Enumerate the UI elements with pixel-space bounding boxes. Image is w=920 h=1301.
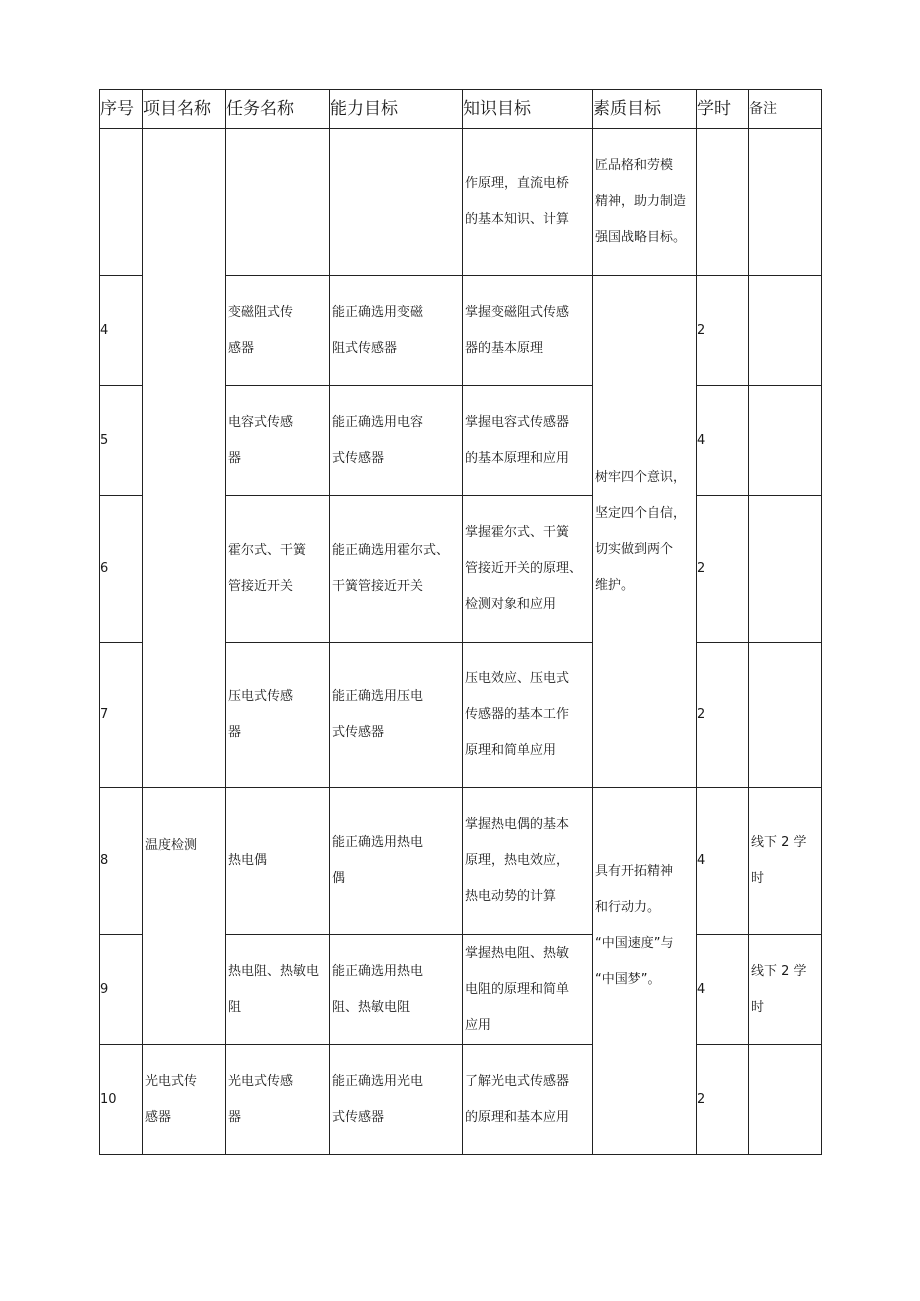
ability-text: 能正确选用霍尔式、 干簧管接近开关 [332,543,450,594]
row-number: 6 [100,496,143,643]
row-number: 4 [100,276,143,386]
note-cell [749,788,822,935]
task-text: 电容式传感 器 [228,414,294,466]
ability-cell [330,496,463,643]
header-cell: 能力目标 [330,90,463,129]
hours-cell: 2 [697,643,749,788]
knowledge-text: 掌握热电阻、热敏 电阻的原理和简单 应用 [465,945,570,1033]
knowledge-text: 作原理，直流电桥 的基本知识、计算 [465,176,570,227]
hours-cell: 4 [697,935,749,1045]
ability-cell [330,1045,463,1155]
row-number: 8 [100,788,143,935]
project-cell [143,1045,226,1155]
knowledge-text: 掌握电容式传感器 的基本原理和应用 [465,414,570,466]
task-cell [226,276,330,386]
ability-cell [330,788,463,935]
header-cell: 序号 [100,90,143,129]
hours-cell: 2 [697,276,749,386]
ability-text: 能正确选用变磁 阻式传感器 [332,304,424,356]
note-cell [749,129,822,276]
task-text: 光电式传感 器 [228,1073,294,1125]
ability-cell [330,643,463,788]
row-number [100,129,143,276]
note-cell [749,386,822,496]
header-cell: 备注 [749,90,822,129]
hours-cell: 2 [697,1045,749,1155]
task-cell [226,386,330,496]
note-cell [749,496,822,643]
ability-cell [330,935,463,1045]
note-cell [749,935,822,1045]
table-row [100,788,822,935]
quality-cell [593,788,697,1155]
header-cell: 知识目标 [463,90,593,129]
project-cell-empty [143,129,226,788]
task-text: 压电式传感 器 [228,689,294,740]
knowledge-cell [463,643,593,788]
table-row [100,1045,822,1155]
knowledge-text: 掌握热电偶的基本 原理，热电效应， 热电动势的计算 [465,817,570,904]
project-text: 光电式传 感器 [145,1073,198,1125]
note-cell [749,1045,822,1155]
row-number: 9 [100,935,143,1045]
project-text: 温度检测 [145,838,198,853]
row-number: 10 [100,1045,143,1155]
knowledge-cell [463,935,593,1045]
header-cell: 素质目标 [593,90,697,129]
note-cell [749,276,822,386]
quality-text: 树牢四个意识， 坚定四个自信， 切实做到两个 维护。 [595,469,687,593]
knowledge-cell [463,276,593,386]
header-row [100,90,822,129]
ability-text: 能正确选用压电 式传感器 [332,689,424,740]
ability-text: 能正确选用电容 式传感器 [332,414,424,466]
ability-text: 能正确选用热电 阻、热敏电阻 [332,963,424,1015]
ability-cell [330,276,463,386]
task-cell [226,935,330,1045]
row-number: 5 [100,386,143,496]
knowledge-text: 掌握霍尔式、干簧 管接近开关的原理、 检测对象和应用 [465,525,583,612]
ability-cell [330,129,463,276]
hours-cell [697,129,749,276]
task-text: 热电阻、热敏电 阻 [228,963,320,1015]
task-cell [226,1045,330,1155]
quality-cell [593,276,697,788]
row-number: 7 [100,643,143,788]
task-text: 霍尔式、干簧 管接近开关 [228,543,307,594]
note-cell [749,643,822,788]
knowledge-cell [463,386,593,496]
knowledge-text: 掌握变磁阻式传感 器的基本原理 [465,304,570,356]
header-cell: 任务名称 [226,90,330,129]
ability-text: 能正确选用光电 式传感器 [332,1073,424,1125]
hours-cell: 2 [697,496,749,643]
knowledge-cell [463,129,593,276]
course-table [99,89,822,1155]
note-text: 线下 2 学 时 [751,835,807,886]
project-cell [143,788,226,1045]
ability-text: 能正确选用热电 偶 [332,835,424,886]
knowledge-text: 了解光电式传感器 的原理和基本应用 [465,1073,570,1125]
hours-cell: 4 [697,386,749,496]
quality-cell [593,129,697,276]
task-cell [226,788,330,935]
knowledge-text: 压电效应、压电式 传感器的基本工作 原理和简单应用 [465,671,570,758]
header-cell: 学时 [697,90,749,129]
knowledge-cell [463,496,593,643]
task-cell [226,496,330,643]
table-row [100,129,822,276]
task-text: 热电偶 [228,853,268,868]
task-cell [226,643,330,788]
task-text: 变磁阻式传 感器 [228,304,294,356]
ability-cell [330,386,463,496]
note-text: 线下 2 学 时 [751,963,807,1015]
quality-text: 匠品格和劳模 精神，助力制造 强国战略目标。 [595,158,687,245]
task-cell [226,129,330,276]
header-cell: 项目名称 [143,90,226,129]
knowledge-cell [463,788,593,935]
hours-cell: 4 [697,788,749,935]
quality-text: 具有开拓精神 和行动力。 “中国速度”与 “中国梦”。 [595,864,674,987]
knowledge-cell [463,1045,593,1155]
